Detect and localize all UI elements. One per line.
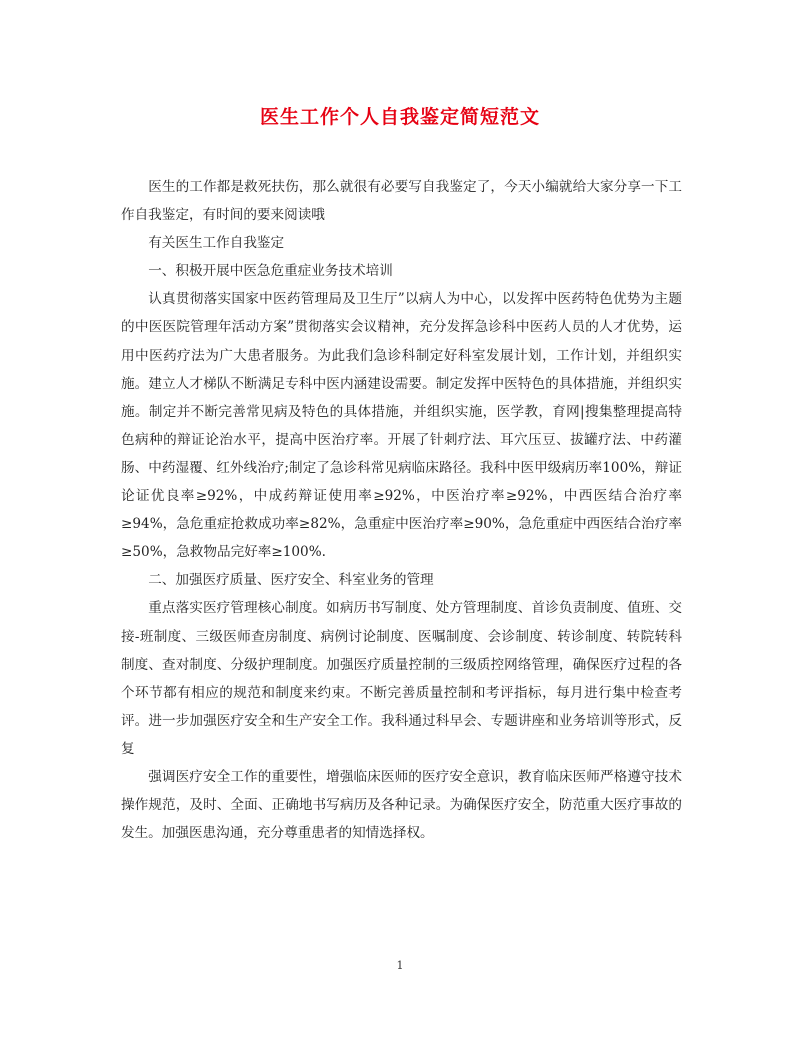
section-heading-1: 一、积极开展中医急危重症业务技术培训: [148, 263, 393, 280]
paragraph-intro: 医生的工作都是救死扶伤，那么就很有必要写自我鉴定了，今天小编就给大家分享一下工作自我鉴定，有时间的要来阅读哦: [121, 179, 682, 224]
paragraph-subtitle: 有关医生工作自我鉴定: [148, 235, 285, 252]
document-body: [121, 173, 682, 847]
page-number: 1: [396, 959, 404, 972]
paragraph-section-1: 认真贯彻落实国家中医药管理局及卫生厅”以病人为中心，以发挥中医药特色优势为主题的中医医院管理年活动方案”贯彻落实会议精神，充分发挥急诊科中医药人员的人才优势，运用中医药疗法为广大患者服务。为此我们急诊科制定好科室发展计划，工作计划，并组织实施。建立人才梯队不断满足专科中医内涵建设需要。制定发挥中医特色的具体措施，并组织实施。制定并不断完善常见病及特色的具体措施，并组织实施，医学教，育网|搜集整理提高特色病种的辩证论治水平，提高中医治疗率。开展了针刺疗法、耳穴压豆、拔罐疗法、中药灌肠、中药湿覆、红外线治疗;制定了急诊科常见病临床路径。我科中医甲级病历率100%，辩证论证优良率≥92%，中成药辩证使用率≥92%，中医治疗率≥92%，中西医结合治疗率≥94%，急危重症抢救成功率≥82%，急重症中医治疗率≥90%，急危重症中西医结合治疗率≥50%，急救物品完好率≥100%.: [121, 291, 682, 561]
section-heading-2: 二、加强医疗质量、医疗安全、科室业务的管理: [148, 572, 434, 589]
paragraph-section-2b: 强调医疗安全工作的重要性，增强临床医师的医疗安全意识，教育临床医师严格遵守技术操作规范，及时、全面、正确地书写病历及各种记录。为确保医疗安全，防范重大医疗事故的发生。加强医患沟通，充分尊重患者的知情选择权。: [121, 768, 682, 842]
document-title: 医生工作个人自我鉴定简短范文: [259, 106, 540, 128]
paragraph-section-2a: 重点落实医疗管理核心制度。如病历书写制度、处方管理制度、首诊负责制度、值班、交接-班制度、三级医师查房制度、病例讨论制度、医嘱制度、会诊制度、转诊制度、转院转科制度、查对制度、分级护理制度。加强医疗质量控制的三级质控网络管理，确保医疗过程的各个环节都有相应的规范和制度来约束。不断完善质量控制和考评指标，每月进行集中检查考评。进一步加强医疗安全和生产安全工作。我科通过科早会、专题讲座和业务培训等形式，反复: [121, 600, 682, 757]
